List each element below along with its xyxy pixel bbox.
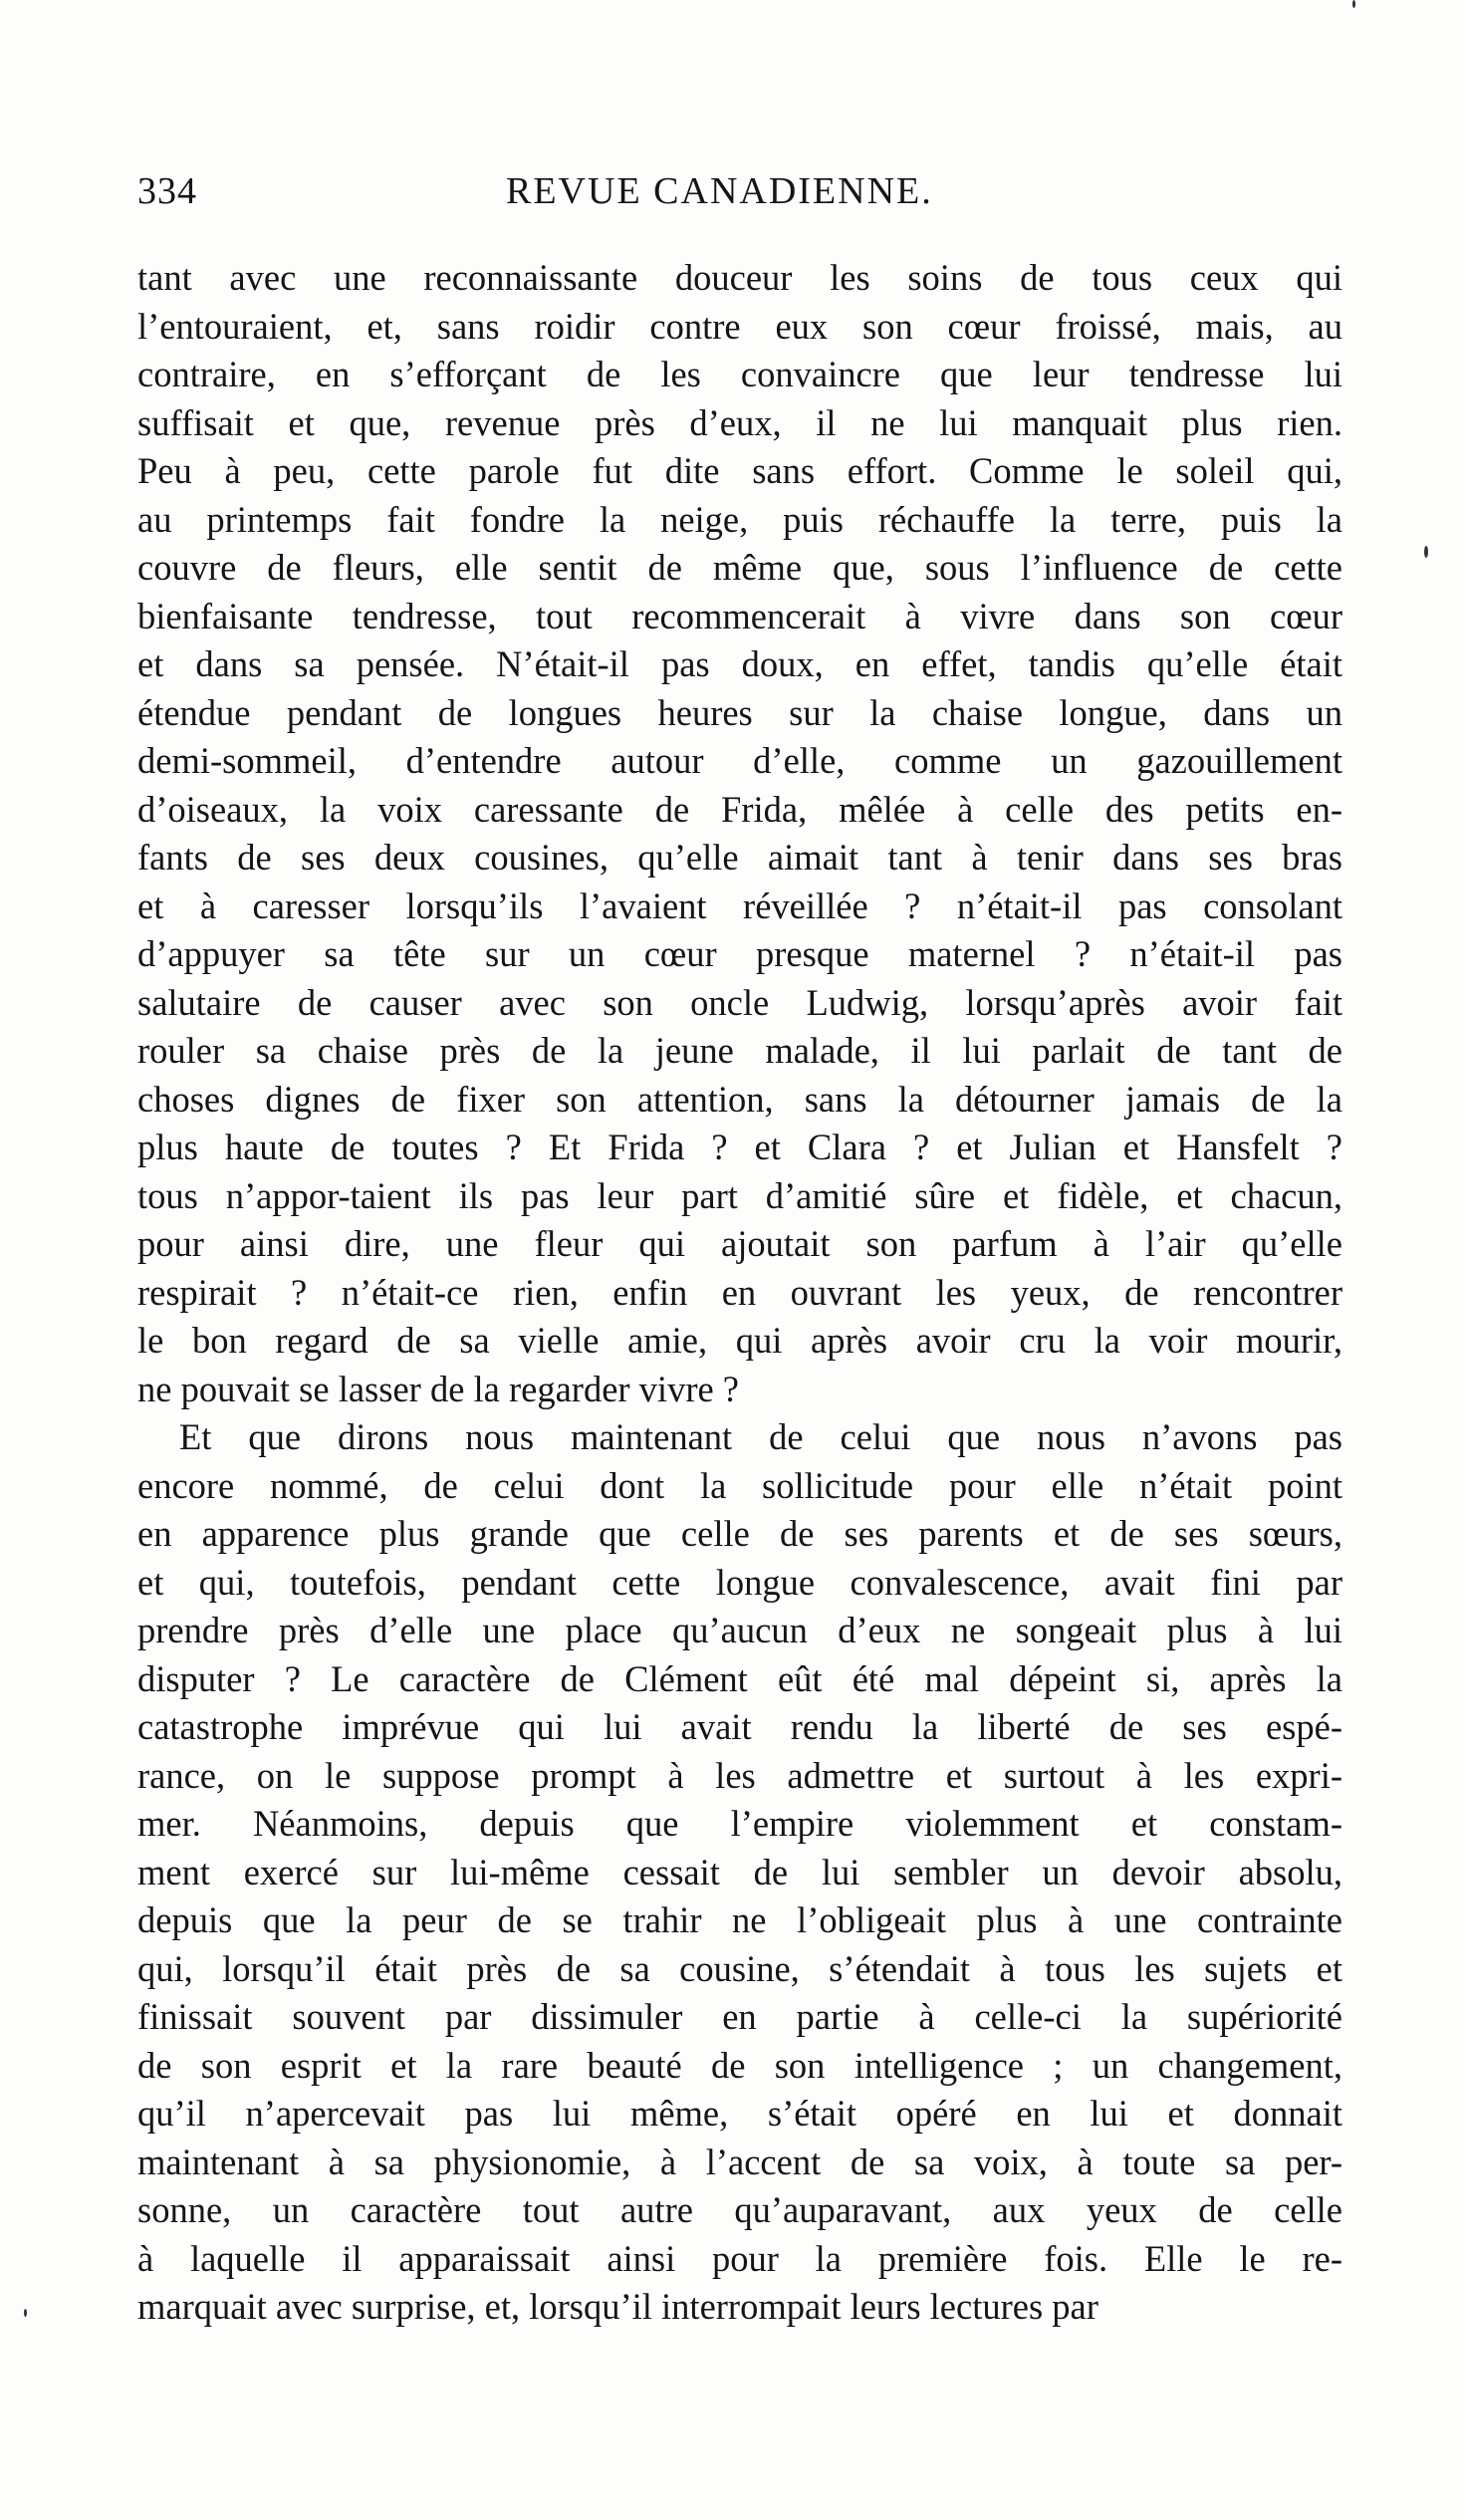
- text-line: depuis que la peur de se trahir ne l’obligeait plus à une contrainte: [137, 1899, 1342, 1940]
- text-line: au printemps fait fondre la neige, puis réchauffe la terre, puis la: [137, 498, 1342, 540]
- text-line: rouler sa chaise près de la jeune malade, il lui parlait de tant de: [137, 1030, 1342, 1071]
- text-line: couvre de fleurs, elle sentit de même que, sous l’influence de cette: [137, 547, 1342, 588]
- text-line: demi-sommeil, d’entendre autour d’elle, comme un gazouillement: [137, 740, 1342, 781]
- text-line: étendue pendant de longues heures sur la chaise longue, dans un: [137, 691, 1342, 733]
- text-line: et qui, toutefois, pendant cette longue convalescence, avait fini par: [137, 1561, 1342, 1603]
- text-line: d’appuyer sa tête sur un cœur presque maternel ? n’était-il pas: [137, 933, 1342, 974]
- text-line: ment exercé sur lui-même cessait de lui sembler un devoir absolu,: [137, 1851, 1342, 1892]
- text-line: finissait souvent par dissimuler en partie à celle-ci la supériorité: [137, 1996, 1342, 2037]
- text-line: en apparence plus grande que celle de ses parents et de ses sœurs,: [137, 1513, 1342, 1554]
- ink-speck: [1424, 546, 1428, 558]
- paragraph: [137, 1413, 1342, 2332]
- text-line: de son esprit et la rare beauté de son intelligence ; un changement,: [137, 2044, 1342, 2086]
- page-number: 334: [137, 170, 197, 212]
- text-line: catastrophe imprévue qui lui avait rendu la liberté de ses espé-: [137, 1706, 1342, 1747]
- text-line: encore nommé, de celui dont la sollicitude pour elle n’était point: [137, 1464, 1342, 1506]
- text-line: l’entouraient, et, sans roidir contre eux son cœur froissé, mais, au: [137, 305, 1342, 347]
- page-header: [137, 169, 1342, 219]
- text-line: mer. Néanmoins, depuis que l’empire violemment et constam-: [137, 1803, 1342, 1844]
- running-title: REVUE CANADIENNE.: [506, 170, 933, 212]
- text-line: marquait avec surprise, et, lorsqu’il interrompait leurs lectures par: [137, 2286, 1098, 2327]
- text-line: Peu à peu, cette parole fut dite sans effort. Comme le soleil qui,: [137, 450, 1342, 491]
- text-line: le bon regard de sa vielle amie, qui après avoir cru la voir mourir,: [137, 1320, 1342, 1361]
- text-line: fants de ses deux cousines, qu’elle aimait tant à tenir dans ses bras: [137, 837, 1342, 878]
- text-line: à laquelle il apparaissait ainsi pour la première fois. Elle le re-: [137, 2237, 1342, 2279]
- text-line: sonne, un caractère tout autre qu’auparavant, aux yeux de celle: [137, 2189, 1342, 2230]
- text-line: prendre près d’elle une place qu’aucun d’eux ne songeait plus à lui: [137, 1610, 1342, 1650]
- text-line: choses dignes de fixer son attention, sans la détourner jamais de la: [137, 1078, 1342, 1120]
- ink-speck: [1352, 0, 1355, 8]
- text-line: pour ainsi dire, une fleur qui ajoutait son parfum à l’air qu’elle: [137, 1223, 1342, 1264]
- text-line: qui, lorsqu’il était près de sa cousine, s’étendait à tous les sujets et: [137, 1947, 1342, 1989]
- text-line: bienfaisante tendresse, tout recommencerait à vivre dans son cœur: [137, 595, 1342, 636]
- text-line: disputer ? Le caractère de Clément eût été mal dépeint si, après la: [137, 1657, 1342, 1699]
- text-line: Et que dirons nous maintenant de celui que nous n’avons pas: [179, 1416, 1342, 1457]
- text-line: tant avec une reconnaissante douceur les soins de tous ceux qui: [137, 257, 1342, 298]
- ink-speck: [24, 2309, 27, 2317]
- text-line: et à caresser lorsqu’ils l’avaient réveillée ? n’était-il pas consolant: [137, 884, 1342, 926]
- text-line: ne pouvait se lasser de la regarder vivre ?: [137, 1368, 739, 1409]
- text-line: qu’il n’apercevait pas lui même, s’était opéré en lui et donnait: [137, 2093, 1342, 2134]
- paragraph: [137, 254, 1342, 1413]
- text-line: et dans sa pensée. N’était-il pas doux, en effet, tandis qu’elle était: [137, 643, 1342, 684]
- body-text: [137, 254, 1342, 2332]
- text-line: contraire, en s’efforçant de les convaincre que leur tendresse lui: [137, 354, 1342, 394]
- text-line: rance, on le suppose prompt à les admettre et surtout à les expri-: [137, 1754, 1342, 1796]
- text-line: suffisait et que, revenue près d’eux, il ne lui manquait plus rien.: [137, 401, 1342, 443]
- text-line: salutaire de causer avec son oncle Ludwig, lorsqu’après avoir fait: [137, 981, 1342, 1023]
- text-line: maintenant à sa physionomie, à l’accent de sa voix, à toute sa per-: [137, 2141, 1342, 2182]
- text-line: respirait ? n’était-ce rien, enfin en ouvrant les yeux, de rencontrer: [137, 1271, 1342, 1313]
- text-line: plus haute de toutes ? Et Frida ? et Clara ? et Julian et Hansfelt ?: [137, 1127, 1342, 1167]
- text-line: d’oiseaux, la voix caressante de Frida, mêlée à celle des petits en-: [137, 788, 1342, 830]
- text-line: tous n’appor-taient ils pas leur part d’amitié sûre et fidèle, et chacun,: [137, 1174, 1342, 1216]
